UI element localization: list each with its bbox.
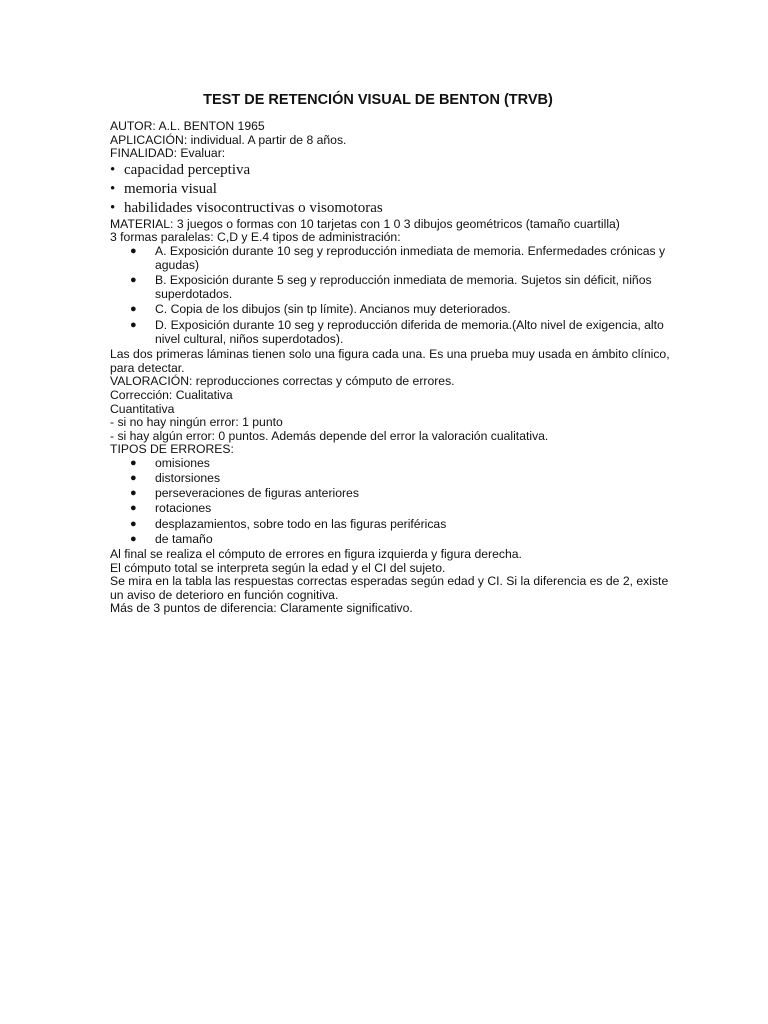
list-item	[110, 303, 670, 317]
bullet-icon: ●	[130, 274, 137, 287]
list-item-text: A. Exposición durante 10 seg y reproducción inmediata de memoria. Enfermedades crónicas y agudas)	[155, 243, 666, 272]
list-item: • capacidad perceptiva	[110, 161, 670, 180]
errores-list	[110, 457, 670, 547]
finalidad-list	[110, 161, 670, 218]
list-item-text: B. Exposición durante 5 seg y reproducción inmediata de memoria. Sujetos sin déficit, niños superdotados.	[155, 273, 652, 301]
tabla-paragraph: Se mira en la tabla las respuestas correctas esperadas según edad y CI. Si la diferencia es de 2, existe un aviso de deterioro en función cognitiva.	[110, 574, 669, 602]
list-item-text: rotaciones	[155, 501, 212, 516]
list-item: • memoria visual	[110, 180, 670, 199]
list-item	[110, 533, 670, 547]
list-item-text: de tamaño	[155, 531, 213, 546]
cuantitativa-line: Cuantitativa	[110, 401, 175, 416]
finalidad-line: FINALIDAD: Evaluar:	[110, 146, 226, 161]
list-item	[110, 274, 670, 301]
computo-final-line: Al final se realiza el cómputo de errores en figura izquierda y figura derecha.	[110, 547, 522, 561]
list-item	[110, 457, 670, 471]
list-item	[110, 319, 670, 346]
material-line: MATERIAL: 3 juegos o formas con 10 tarjetas con 1 0 3 dibujos geométricos (tamaño cuartilla)	[110, 216, 620, 231]
laminas-paragraph: Las dos primeras láminas tienen solo una figura cada una. Es una prueba muy usada en ámbito clínico, para detectar.	[110, 347, 670, 375]
bullet-icon: ●	[130, 487, 137, 500]
document-page	[110, 92, 670, 616]
bullet-icon: ●	[130, 244, 137, 257]
formas-line: 3 formas paralelas: C,D y E.4 tipos de administración:	[110, 230, 401, 245]
bullet-icon: ●	[130, 517, 137, 530]
autor-line: AUTOR: A.L. BENTON 1965	[110, 119, 265, 133]
bullet-icon: ●	[130, 472, 137, 485]
list-item	[110, 518, 670, 532]
list-item	[110, 502, 670, 516]
correccion-line: Corrección: Cualitativa	[110, 387, 233, 402]
bullet-icon: ●	[130, 303, 137, 316]
bullet-icon: ●	[130, 502, 137, 515]
bullet-icon: ●	[130, 456, 137, 469]
list-item-text: distorsiones	[155, 471, 221, 486]
valoracion-line: VALORACIÓN: reproducciones correctas y cómputo de errores.	[110, 374, 455, 389]
bullet-icon: ●	[130, 318, 137, 331]
con-error-line: - si hay algún error: 0 puntos. Además depende del error la valoración cualitativa.	[110, 428, 549, 443]
list-item-text: omisiones	[155, 455, 210, 470]
list-item-text: desplazamientos, sobre todo en las figuras periféricas	[155, 516, 447, 531]
document-title: TEST DE RETENCIÓN VISUAL DE BENTON (TRVB)	[203, 92, 553, 108]
computo-total-line: El cómputo total se interpreta según la edad y el CI del sujeto.	[110, 560, 446, 575]
list-item-text: D. Exposición durante 10 seg y reproducción diferida de memoria.(Alto nivel de exigencia, alto nivel cultural, niños superdotados).	[155, 317, 664, 346]
list-item	[110, 487, 670, 501]
bullet-icon: ●	[130, 532, 137, 545]
list-item	[110, 245, 670, 272]
list-item-text: C. Copia de los dibujos (sin tp límite). Ancianos muy deteriorados.	[155, 302, 511, 317]
mas-de-3-line: Más de 3 puntos de diferencia: Claramente significativo.	[110, 601, 413, 616]
aplicacion-line: APLICACIÓN: individual. A partir de 8 años.	[110, 132, 347, 147]
sin-error-line: - si no hay ningún error: 1 punto	[110, 415, 283, 430]
list-item: • habilidades visocontructivas o visomotoras	[110, 199, 670, 218]
list-item	[110, 472, 670, 486]
administracion-list	[110, 245, 670, 346]
tipos-errores-heading: TIPOS DE ERRORES:	[110, 442, 234, 457]
list-item-text: perseveraciones de figuras anteriores	[155, 486, 359, 501]
